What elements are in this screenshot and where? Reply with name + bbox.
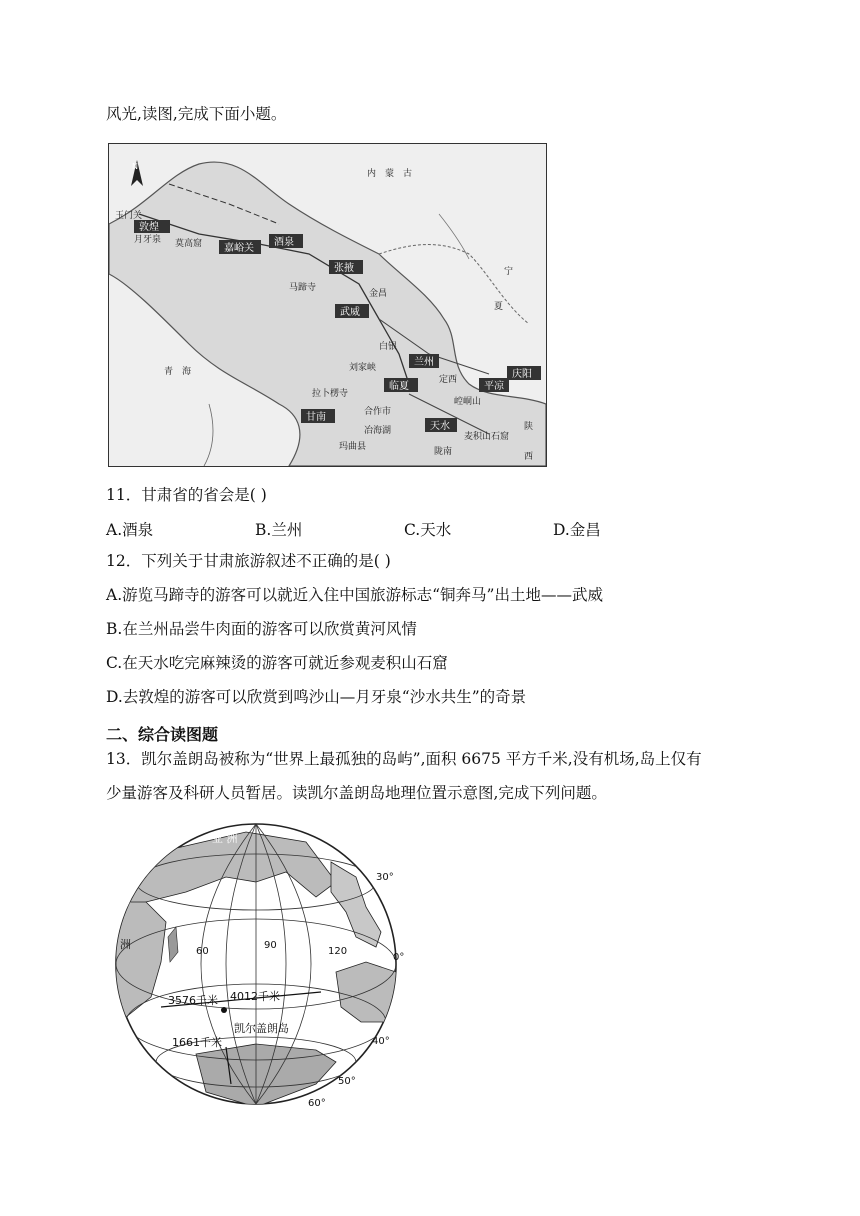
- svg-text:酒泉: 酒泉: [274, 237, 294, 248]
- svg-text:平凉: 平凉: [484, 381, 504, 392]
- svg-text:敦煌: 敦煌: [139, 222, 159, 233]
- q12-option-b[interactable]: B.在兰州品尝牛肉面的游客可以欣赏黄河风情: [106, 620, 417, 638]
- label-inner-mongolia: 内 蒙 古: [367, 169, 413, 179]
- svg-text:张掖: 张掖: [334, 263, 354, 274]
- intro-line: 风光,读图,完成下面小题。: [106, 105, 287, 123]
- globe-lon-60: 60: [196, 946, 209, 957]
- q13-line-1: 13．凯尔盖朗岛被称为“世界上最孤独的岛屿”,面积 6675 平方千米,没有机场,岛上仅有: [106, 750, 702, 768]
- globe-dist-1661: 1661千米: [172, 1036, 222, 1049]
- svg-text:兰州: 兰州: [414, 357, 434, 368]
- svg-text:天水: 天水: [430, 421, 450, 432]
- svg-text:崆峒山: 崆峒山: [454, 397, 482, 407]
- svg-text:玛曲县: 玛曲县: [339, 442, 367, 452]
- q12-option-c[interactable]: C.在天水吃完麻辣烫的游客可就近参观麦积山石窟: [106, 654, 448, 672]
- globe-lon-90: 90: [264, 940, 277, 951]
- label-qinghai: 青 海: [164, 367, 192, 377]
- svg-text:金昌: 金昌: [369, 289, 388, 299]
- q12-option-d[interactable]: D.去敦煌的游客可以欣赏到鸣沙山—月牙泉“沙水共生”的奇景: [106, 688, 527, 706]
- label-ningxia-2: 夏: [494, 302, 504, 312]
- globe-lat-50: 50°: [338, 1076, 356, 1087]
- globe-island-label: 凯尔盖朗岛: [234, 1022, 289, 1035]
- svg-text:甘南: 甘南: [306, 412, 326, 423]
- q11-option-d[interactable]: D.金昌: [553, 521, 601, 539]
- label-shaanxi-1: 陕: [524, 422, 534, 432]
- globe-label-asia: 亚 洲: [212, 832, 238, 845]
- q11-option-a[interactable]: A.酒泉: [106, 521, 154, 539]
- svg-text:麦积山石窟: 麦积山石窟: [464, 432, 510, 442]
- svg-text:白银: 白银: [379, 342, 398, 352]
- globe-lat-40: 40°: [372, 1036, 390, 1047]
- section-heading: 二、综合读图题: [106, 725, 219, 744]
- label-ningxia-1: 宁: [504, 267, 514, 277]
- svg-text:武威: 武威: [340, 307, 360, 318]
- svg-text:莫高窟: 莫高窟: [175, 239, 203, 249]
- q12-option-a[interactable]: A.游览马蹄寺的游客可以就近入住中国旅游标志“铜奔马”出土地——武威: [106, 586, 603, 604]
- globe-lat-0: 0°: [393, 952, 405, 963]
- globe-lon-120: 120: [328, 946, 348, 957]
- globe-lat-60: 60°: [308, 1098, 326, 1109]
- globe-dist-4012: 4012千米: [230, 990, 280, 1003]
- gansu-tourism-map: [108, 143, 547, 467]
- svg-text:冶海湖: 冶海湖: [364, 426, 392, 436]
- globe-label-africa: 洲: [120, 938, 131, 951]
- label-shaanxi-2: 西: [524, 452, 534, 462]
- svg-text:庆阳: 庆阳: [512, 369, 532, 380]
- svg-text:定西: 定西: [439, 375, 458, 385]
- svg-text:月牙泉: 月牙泉: [134, 235, 162, 245]
- q12-stem: 12．下列关于甘肃旅游叙述不正确的是( ): [106, 552, 391, 570]
- svg-text:刘家峡: 刘家峡: [349, 363, 377, 373]
- svg-text:N: N: [132, 162, 138, 171]
- svg-text:临夏: 临夏: [389, 381, 409, 392]
- kerguelen-globe-figure: [106, 822, 416, 1112]
- svg-text:合作市: 合作市: [364, 407, 392, 417]
- svg-text:嘉峪关: 嘉峪关: [224, 243, 254, 254]
- globe-dist-3576: 3576千米: [168, 994, 218, 1007]
- svg-text:马蹄寺: 马蹄寺: [289, 283, 317, 293]
- q11-option-c[interactable]: C.天水: [404, 521, 452, 539]
- globe-lat-30: 30°: [376, 872, 394, 883]
- q11-stem: 11．甘肃省的省会是( ): [106, 486, 267, 504]
- svg-text:玉门关: 玉门关: [115, 211, 143, 221]
- svg-text:拉卜楞寺: 拉卜楞寺: [312, 389, 349, 399]
- q11-option-b[interactable]: B.兰州: [255, 521, 303, 539]
- svg-text:陇南: 陇南: [434, 447, 453, 457]
- q13-line-2: 少量游客及科研人员暂居。读凯尔盖朗岛地理位置示意图,完成下列问题。: [106, 784, 607, 802]
